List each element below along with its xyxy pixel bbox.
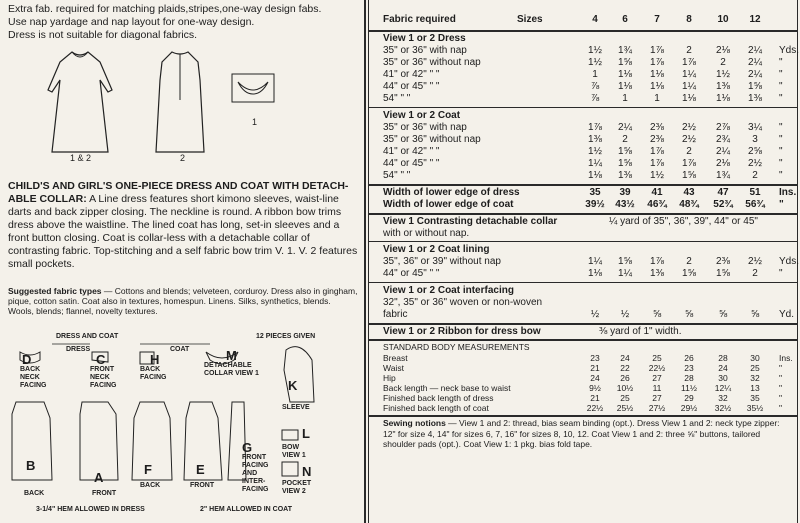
collar-text-2: with or without nap.	[383, 228, 470, 239]
row-unit: "	[779, 146, 783, 157]
row-value: 2⅝	[748, 146, 762, 157]
row-value: 1½	[588, 57, 602, 68]
size-header: 12	[749, 14, 761, 25]
piece-B-text: BACK	[24, 490, 45, 497]
row-value: ⅝	[718, 309, 728, 320]
piece-E-text: FRONT	[190, 482, 215, 489]
row-value: 2	[752, 268, 758, 279]
row-value: 1⅛	[588, 170, 602, 181]
row-unit: "	[779, 383, 783, 393]
top-notes	[8, 3, 358, 42]
row-value: 51	[749, 187, 761, 198]
row-value: 1	[592, 69, 598, 80]
row-unit: Yd.	[779, 309, 795, 320]
row-label: Finished back length of coat	[383, 403, 489, 413]
size-header: 10	[717, 14, 729, 25]
row-label: 35" or 36" with nap	[383, 45, 467, 56]
label-view-2: 2	[180, 153, 186, 163]
row-unit: "	[779, 158, 783, 169]
row-value: 2¾	[716, 134, 730, 145]
row-value: 22½	[586, 403, 604, 413]
row-label: Waist	[383, 363, 404, 373]
row-label: Back length — neck base to waist	[383, 383, 511, 393]
section-title-lining: View 1 or 2 Coat lining	[383, 244, 490, 255]
row-unit: "	[779, 268, 783, 279]
piece-G: G	[242, 440, 253, 455]
row-value: 2	[686, 45, 692, 56]
row-value: 1⅝	[716, 268, 730, 279]
row-value: 1⅛	[588, 268, 602, 279]
table-divider	[369, 323, 797, 325]
row-value: 2¼	[748, 45, 762, 56]
row-unit: "	[779, 69, 783, 80]
piece-N-text: POCKET VIEW 2	[282, 480, 312, 495]
suggested-text: — Cottons and blends; velveteen, corduroy. Dress also in gingham, pique, cotton satin. Coat also in textures, homespun. Linens. Silks, synthetics, blends. Wools, blends; flannel, novelty textures.	[8, 286, 358, 316]
row-value: 1¼	[588, 158, 602, 169]
label-pieces-given: 12 PIECES GIVEN	[256, 333, 316, 340]
row-label: Breast	[383, 353, 408, 363]
note-line: Dress is not suitable for diagonal fabrics.	[8, 29, 198, 41]
row-value: 2⅛	[716, 158, 730, 169]
row-value: 2⅛	[716, 45, 730, 56]
row-value: 1½	[716, 69, 730, 80]
row-value: 25	[652, 353, 662, 363]
row-value: 1¾	[716, 170, 730, 181]
row-unit: "	[779, 363, 783, 373]
row-value: ⅞	[590, 93, 600, 104]
row-value: 2½	[748, 256, 762, 267]
row-value: 26	[620, 373, 630, 383]
row-value: 21	[590, 363, 600, 373]
row-value: 1⅞	[650, 158, 664, 169]
piece-B: B	[26, 458, 36, 473]
row-value: 1½	[588, 146, 602, 157]
row-label: 35" or 36" with nap	[383, 122, 467, 133]
row-value: 1⅜	[716, 81, 730, 92]
row-label: fabric	[383, 309, 408, 320]
row-value: 1⅛	[682, 93, 696, 104]
row-value: 1	[622, 93, 628, 104]
row-value: 2¼	[618, 122, 632, 133]
piece-H: H	[150, 352, 160, 367]
row-value: 1¼	[682, 81, 696, 92]
row-value: 1⅜	[618, 170, 632, 181]
row-value: 2⅞	[716, 122, 730, 133]
piece-F: F	[144, 462, 152, 477]
row-unit: "	[779, 93, 783, 104]
row-value: 35	[589, 187, 601, 198]
piece-H-text: BACK FACING	[140, 366, 167, 381]
row-value: 1⅜	[588, 134, 602, 145]
row-value: 1¾	[618, 45, 632, 56]
row-value: 1⅛	[650, 69, 664, 80]
row-label: 54" " "	[383, 170, 411, 181]
column-divider	[364, 0, 366, 523]
row-value: ½	[590, 309, 600, 320]
row-unit: "	[779, 170, 783, 181]
row-value: 1	[654, 93, 660, 104]
fabric-table	[368, 0, 800, 523]
row-value: 2½	[682, 134, 696, 145]
row-unit: Ins.	[779, 353, 793, 363]
row-value: 35	[750, 393, 760, 403]
row-unit: Yds.	[779, 256, 800, 267]
row-value: 35½	[746, 403, 764, 413]
row-value: ½	[620, 309, 630, 320]
row-label: Hip	[383, 373, 396, 383]
row-label: 35" or 36" without nap	[383, 134, 481, 145]
piece-C-text: FRONT NECK FACING	[90, 366, 117, 389]
garment-illustrations	[0, 40, 362, 170]
table-divider	[369, 184, 797, 186]
label-view-1: 1	[252, 117, 258, 127]
left-column	[0, 0, 362, 523]
size-header: 4	[592, 14, 598, 25]
section-title-collar: View 1 Contrasting detachable collar	[383, 216, 558, 227]
body-title: STANDARD BODY MEASUREMENTS	[383, 342, 530, 352]
row-value: ⅞	[590, 81, 600, 92]
row-label: 54" " "	[383, 93, 411, 104]
row-value: 1¼	[588, 256, 602, 267]
header-label: Fabric required	[383, 14, 456, 25]
note-line: Extra fab. required for matching plaids,stripes,one-way design fabs.	[8, 3, 322, 15]
row-value: 2½	[682, 122, 696, 133]
row-label: Width of lower edge of coat	[383, 199, 514, 210]
row-value: 27	[652, 393, 662, 403]
row-value: 1⅛	[716, 93, 730, 104]
row-value: 32½	[714, 403, 732, 413]
collar-box-drawing	[232, 74, 274, 102]
row-value: 43	[683, 187, 695, 198]
table-divider	[369, 415, 797, 417]
row-value: 46¾	[647, 199, 667, 210]
row-value: 23	[590, 353, 600, 363]
label-view-1-2: 1 & 2	[70, 153, 92, 163]
table-divider	[369, 339, 797, 341]
row-value: 39½	[585, 199, 605, 210]
row-value: 1⅞	[682, 158, 696, 169]
row-value: 1⅞	[682, 57, 696, 68]
row-value: 30	[718, 373, 728, 383]
notions-text: — View 1 and 2: thread, bias seam binding (opt.). Dress View 1 and 2: neck type zipper: 12" for size 4, 14" for sizes 6, 7, 16" for sizes 8, 10, 12. Coat View 1 and 2: three ⅝" buttons, tailored shoulder pads (opt.). Coat View 1: 1 pkg. bias fold tape.	[383, 418, 780, 449]
row-unit: Ins.	[779, 187, 797, 198]
row-value: 32	[718, 393, 728, 403]
row-value: 2¼	[748, 69, 762, 80]
table-divider	[369, 30, 797, 32]
dress-front-drawing	[48, 52, 112, 152]
row-value: 3	[752, 134, 758, 145]
row-value: ⅝	[750, 309, 760, 320]
row-value: 11½	[681, 383, 697, 393]
piece-M: M	[226, 348, 237, 363]
suggested-fabrics	[8, 286, 358, 316]
row-value: 25	[620, 393, 630, 403]
table-divider	[369, 213, 797, 215]
row-value: 1⅝	[682, 170, 696, 181]
row-unit: "	[779, 199, 784, 210]
row-value: 2⅜	[716, 256, 730, 267]
description-block	[8, 180, 358, 271]
label-coat: COAT	[170, 346, 190, 353]
collar-drawing	[238, 82, 268, 94]
row-value: 27½	[648, 403, 666, 413]
section-title-dress: View 1 or 2 Dress	[383, 33, 466, 44]
piece-L-text: BOW VIEW 1	[282, 444, 306, 459]
row-value: 26	[684, 353, 694, 363]
row-value: 41	[651, 187, 663, 198]
section-title-ribbon: View 1 or 2 Ribbon for dress bow	[383, 326, 541, 337]
piece-G-text: FRONT FACING AND INTER-FACING	[242, 454, 269, 493]
row-label: 44" or 45" " "	[383, 158, 440, 169]
row-label: 44" or 45" " "	[383, 81, 440, 92]
row-value: 29½	[680, 403, 698, 413]
piece-L: L	[302, 426, 310, 441]
row-value: 1⅛	[618, 81, 632, 92]
row-label: 44" or 45" " "	[383, 268, 440, 279]
size-header: 7	[654, 14, 660, 25]
row-value: 2	[686, 256, 692, 267]
row-value: 2	[752, 170, 758, 181]
row-value: 11	[652, 383, 662, 393]
row-value: 28	[684, 373, 694, 383]
row-label: 41" or 42" " "	[383, 146, 440, 157]
size-header: 8	[686, 14, 692, 25]
row-value: 1⅞	[650, 57, 664, 68]
row-value: 13	[750, 383, 760, 393]
row-unit: Yds.	[779, 45, 800, 56]
row-value: 3¼	[748, 122, 762, 133]
row-unit: "	[779, 134, 783, 145]
piece-K: K	[288, 378, 298, 393]
row-unit: "	[779, 81, 783, 92]
ribbon-text: ⅜ yard of 1" width.	[599, 326, 682, 337]
row-value: 25½	[616, 403, 634, 413]
label-dress-and-coat: DRESS AND COAT	[56, 333, 119, 340]
row-value: 2½	[748, 158, 762, 169]
row-label: 35" or 36" without nap	[383, 57, 481, 68]
piece-M-text: DETACHABLE COLLAR VIEW 1	[204, 362, 259, 377]
piece-D: D	[22, 352, 32, 367]
row-label: Finished back length of dress	[383, 393, 494, 403]
row-value: 1⅞	[650, 146, 664, 157]
row-label: 35", 36" or 39" without nap	[383, 256, 501, 267]
piece-A: A	[94, 470, 104, 485]
row-value: 1¼	[618, 268, 632, 279]
row-value: 32	[750, 373, 760, 383]
row-value: 25	[750, 363, 760, 373]
row-value: 2⅜	[650, 122, 664, 133]
suggested-label: Suggested fabric types	[8, 286, 102, 296]
row-value: 1⅞	[650, 45, 664, 56]
row-value: 10½	[616, 383, 634, 393]
interfacing-label: 32", 35" or 36" woven or non-woven	[383, 297, 543, 308]
collar-text: ¼ yard of 35", 36", 39", 44" or 45"	[609, 216, 758, 227]
row-value: 2	[622, 134, 628, 145]
row-value: 2¼	[716, 146, 730, 157]
row-value: 43½	[615, 199, 635, 210]
row-value: 1⅛	[618, 69, 632, 80]
row-value: 1⅜	[650, 268, 664, 279]
row-unit: "	[779, 122, 783, 133]
section-title-coat: View 1 or 2 Coat	[383, 110, 461, 121]
row-unit: "	[779, 403, 783, 413]
piece-K-text: SLEEVE	[282, 404, 310, 411]
row-value: 1⅝	[618, 57, 632, 68]
row-value: 1⅛	[650, 81, 664, 92]
piece-N: N	[302, 464, 312, 479]
row-value: 2	[686, 146, 692, 157]
row-value: 1⅞	[650, 256, 664, 267]
piece-E: E	[196, 462, 205, 477]
row-value: 1½	[588, 45, 602, 56]
label-dress: DRESS	[66, 346, 91, 353]
row-value: 1⅝	[748, 81, 762, 92]
pattern-title: CHILD'S AND GIRL'S ONE-PIECE DRESS AND COAT WITH DETACH-ABLE COLLAR:	[8, 180, 349, 205]
table-divider	[369, 241, 797, 242]
row-unit: "	[779, 57, 783, 68]
row-value: 24	[620, 353, 630, 363]
row-value: 1⅝	[618, 146, 632, 157]
row-value: 56¾	[745, 199, 765, 210]
row-value: 47	[717, 187, 729, 198]
row-value: 9½	[589, 383, 601, 393]
notions-label: Sewing notions	[383, 418, 446, 428]
row-value: 30	[750, 353, 760, 363]
piece-A-text: FRONT	[92, 490, 117, 497]
piece-D-text: BACK NECK FACING	[20, 366, 47, 389]
section-title-interfacing: View 1 or 2 Coat interfacing	[383, 285, 514, 296]
row-value: 1⅝	[618, 256, 632, 267]
pattern-description: A Line dress features short kimono sleeves, waist-line darts and back zipper closing. The neckline is round. A ribbon bow trims dress above the waistline. The lined coat has long, set-in sleeves and a front button closing. Coat is collar-less with a detachable collar of contrasting fabric. Top-stitching and a self fabric bow trim V. 1. V. 2 features small pockets.	[8, 193, 358, 270]
table-divider	[369, 282, 797, 283]
hem-coat-note: 2" HEM ALLOWED IN COAT	[200, 506, 292, 513]
row-value: 1⅞	[588, 122, 602, 133]
row-value: 1⅝	[618, 158, 632, 169]
row-value: 21	[590, 393, 600, 403]
row-value: 2¼	[748, 57, 762, 68]
row-value: 23	[684, 363, 694, 373]
row-value: 24	[718, 363, 728, 373]
row-value: 48¾	[679, 199, 699, 210]
piece-F-text: BACK	[140, 482, 161, 489]
row-value: 52¾	[713, 199, 733, 210]
row-unit: "	[779, 373, 783, 383]
row-value: 22½	[648, 363, 666, 373]
hem-dress-note: 3-1/4" HEM ALLOWED IN DRESS	[36, 506, 145, 513]
note-line: Use nap yardage and nap layout for one-way design.	[8, 16, 255, 28]
row-value: 24	[590, 373, 600, 383]
row-value: 2⅜	[650, 134, 664, 145]
row-unit: "	[779, 393, 783, 403]
table-divider	[369, 107, 797, 108]
row-value: 2	[720, 57, 726, 68]
row-value: ⅝	[684, 309, 694, 320]
row-value: 1⅜	[748, 93, 762, 104]
row-value: 1⅝	[682, 268, 696, 279]
row-value: 12¼	[714, 383, 732, 393]
sewing-notions	[383, 418, 789, 450]
row-value: 22	[620, 363, 630, 373]
row-value: 39	[619, 187, 631, 198]
row-value: 27	[652, 373, 662, 383]
row-value: 1¼	[682, 69, 696, 80]
row-label: 41" or 42" " "	[383, 69, 440, 80]
piece-C: C	[96, 352, 106, 367]
row-label: Width of lower edge of dress	[383, 187, 520, 198]
header-sizes: Sizes	[517, 14, 543, 25]
row-value: ⅝	[652, 309, 662, 320]
row-value: 29	[684, 393, 694, 403]
row-value: 28	[718, 353, 728, 363]
size-header: 6	[622, 14, 628, 25]
row-value: 1½	[650, 170, 664, 181]
